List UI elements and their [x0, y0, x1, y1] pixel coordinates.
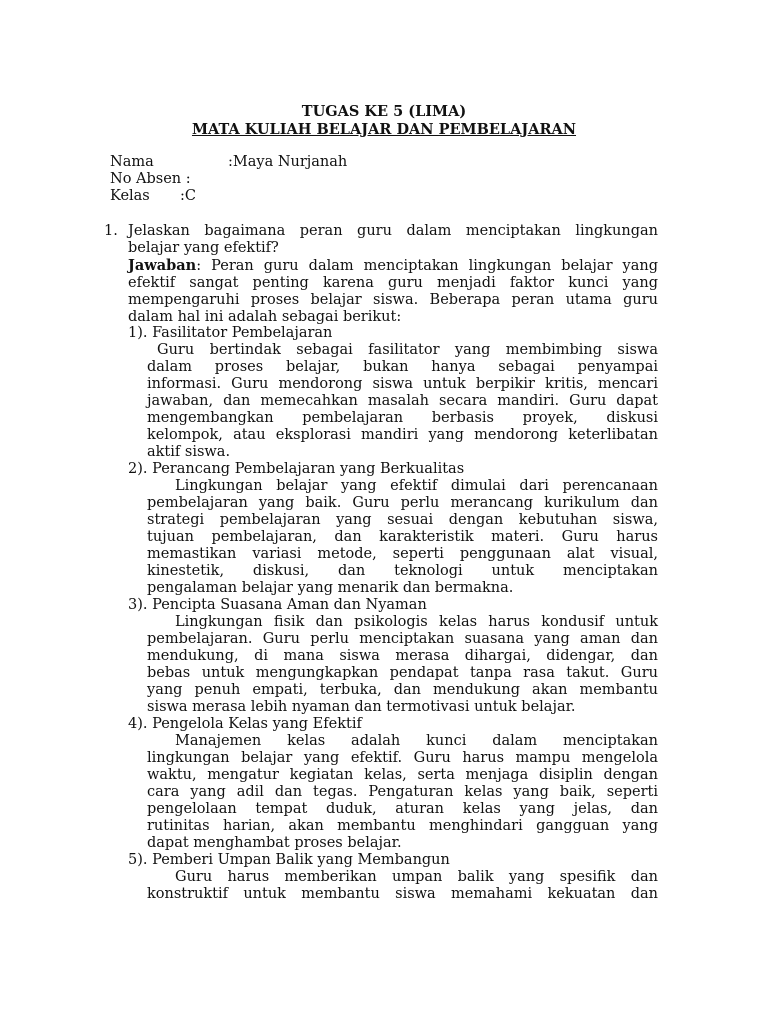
answer-line: [128, 257, 658, 275]
section-body-pengelola: [147, 733, 658, 852]
section-line: Guru bertindak sebagai fasilitator yang membimbing siswa: [157, 342, 658, 358]
answer-line-text: : Peran guru dalam menciptakan lingkungan belajar yang: [196, 258, 658, 274]
section-body-umpan-balik: [147, 869, 658, 903]
section-heading-perancang: 2). Perancang Pembelajaran yang Berkualitas: [128, 461, 465, 477]
section-line: pembelajaran yang baik. Guru perlu merancang kurikulum dan: [147, 495, 658, 511]
section-line: lingkungan belajar yang efektif. Guru harus mampu mengelola: [147, 750, 658, 766]
nama-label: Nama: [110, 154, 154, 170]
section-line: pengalaman belajar yang menarik dan bermakna.: [147, 580, 514, 596]
section-line: kelompok, atau eksplorasi mandiri yang mendorong keterlibatan: [147, 427, 658, 443]
section-line: aktif siswa.: [147, 444, 231, 460]
section-line: Lingkungan belajar yang efektif dimulai dari perencanaan: [175, 478, 658, 494]
section-line: informasi. Guru mendorong siswa untuk berpikir kritis, mencari: [147, 376, 658, 392]
section-line: kinestetik, diskusi, dan teknologi untuk menciptakan: [147, 563, 658, 579]
section-heading-suasana: 3). Pencipta Suasana Aman dan Nyaman: [128, 597, 427, 613]
section-heading-fasilitator: 1). Fasilitator Pembelajaran: [128, 325, 333, 341]
section-line: konstruktif untuk membantu siswa memahami kekuatan dan: [147, 886, 658, 902]
section-line: pengelolaan tempat duduk, aturan kelas yang jelas, dan: [147, 801, 658, 817]
document-subtitle: [0, 121, 768, 138]
question-text: [128, 223, 658, 257]
section-body-fasilitator: [147, 342, 658, 461]
identity-absen-row: [110, 171, 191, 187]
section-heading-umpan-balik: 5). Pemberi Umpan Balik yang Membangun: [128, 852, 450, 868]
question-number: 1.: [104, 223, 118, 239]
section-line: yang penuh empati, terbuka, dan mendukung akan membantu: [147, 682, 658, 698]
kelas-label: Kelas: [110, 188, 150, 204]
kelas-value: :C: [180, 188, 196, 204]
section-line: rutinitas harian, akan membantu menghindari gangguan yang: [147, 818, 658, 834]
identity-kelas-row: [110, 188, 196, 204]
section-line: strategi pembelajaran yang sesuai dengan kebutuhan siswa,: [147, 512, 658, 528]
section-line: pembelajaran. Guru perlu menciptakan suasana yang aman dan: [147, 631, 658, 647]
answer-line: dalam hal ini adalah sebagai berikut:: [128, 309, 402, 325]
question-line: belajar yang efektif?: [128, 240, 279, 256]
nama-value: :Maya Nurjanah: [228, 154, 348, 170]
subtitle-text: MATA KULIAH BELAJAR DAN PEMBELAJARAN: [191, 121, 577, 138]
section-line: Guru harus memberikan umpan balik yang spesifik dan: [175, 869, 658, 885]
section-line: cara yang adil dan tegas. Pengaturan kelas yang baik, seperti: [147, 784, 658, 800]
section-body-perancang: [147, 478, 658, 597]
section-line: jawaban, dan memecahkan masalah secara mandiri. Guru dapat: [147, 393, 658, 409]
document-title: TUGAS KE 5 (LIMA): [301, 103, 467, 120]
section-line: mendukung, di mana siswa merasa dihargai, didengar, dan: [147, 648, 658, 664]
section-line: mengembangkan pembelajaran berbasis proyek, diskusi: [147, 410, 658, 426]
section-line: dalam proses belajar, bukan hanya sebagai penyampai: [147, 359, 658, 375]
answer-line: mempengaruhi proses belajar siswa. Beberapa peran utama guru: [128, 292, 658, 308]
section-line: Manajemen kelas adalah kunci dalam menciptakan: [175, 733, 658, 749]
section-line: dapat menghambat proses belajar.: [147, 835, 402, 851]
question-line: Jelaskan bagaimana peran guru dalam menciptakan lingkungan: [128, 223, 658, 239]
answer-intro: [128, 257, 658, 326]
absen-label: No Absen :: [110, 171, 191, 187]
identity-nama-row: [110, 154, 347, 170]
section-heading-pengelola: 4). Pengelola Kelas yang Efektif: [128, 716, 362, 732]
section-line: waktu, mengatur kegiatan kelas, serta menjaga disiplin dengan: [147, 767, 658, 783]
answer-line: efektif sangat penting karena guru menjadi faktor kunci yang: [128, 275, 658, 291]
section-line: tujuan pembelajaran, dan karakteristik materi. Guru harus: [147, 529, 658, 545]
section-line: siswa merasa lebih nyaman dan termotivasi untuk belajar.: [147, 699, 576, 715]
section-line: Lingkungan fisik dan psikologis kelas harus kondusif untuk: [175, 614, 658, 630]
answer-label: Jawaban: [128, 257, 197, 274]
section-line: bebas untuk mengungkapkan pendapat tanpa rasa takut. Guru: [147, 665, 658, 681]
section-line: memastikan variasi metode, seperti penggunaan alat visual,: [147, 546, 658, 562]
section-body-suasana: [147, 614, 658, 716]
